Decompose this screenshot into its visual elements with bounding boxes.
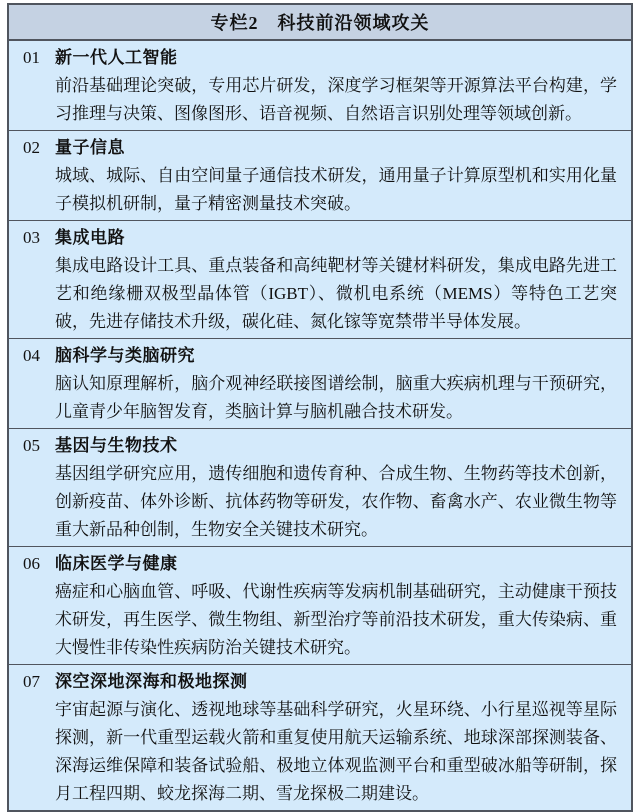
section-row-03 <box>9 221 631 339</box>
section-heading <box>23 342 617 370</box>
panel-header <box>9 5 631 41</box>
section-heading <box>23 44 617 72</box>
section-body: 脑认知原理解析，脑介观神经联接图谱绘制，脑重大疾病机理与干预研究，儿童青少年脑智发育，类脑计算与脑机融合技术研发。 <box>55 374 617 421</box>
section-number: 03 <box>23 228 40 247</box>
section-number: 02 <box>23 138 40 157</box>
section-title: 集成电路 <box>55 228 125 247</box>
section-title: 脑科学与类脑研究 <box>55 346 195 365</box>
section-heading <box>23 432 617 460</box>
section-title: 深空深地深海和极地探测 <box>55 672 248 691</box>
section-row-01 <box>9 41 631 131</box>
section-number: 07 <box>23 672 40 691</box>
section-body: 集成电路设计工具、重点装备和高纯靶材等关键材料研发，集成电路先进工艺和绝缘栅双极型晶体管（IGBT）、微机电系统（MEMS）等特色工艺突破，先进存储技术升级，碳化硅、氮化镓等宽禁带半导体发展。 <box>55 256 617 331</box>
section-body: 基因组学研究应用，遗传细胞和遗传育种、合成生物、生物药等技术创新，创新疫苗、体外诊断、抗体药物等研发，农作物、畜禽水产、农业微生物等重大新品种创制，生物安全关键技术研究。 <box>55 464 617 539</box>
section-number: 01 <box>23 48 40 67</box>
section-heading <box>23 224 617 252</box>
section-title: 量子信息 <box>55 138 125 157</box>
section-body: 城域、城际、自由空间量子通信技术研发，通用量子计算原型机和实用化量子模拟机研制，量子精密测量技术突破。 <box>55 166 617 213</box>
section-row-04 <box>9 339 631 429</box>
section-row-02 <box>9 131 631 221</box>
section-title: 基因与生物技术 <box>55 436 178 455</box>
section-heading <box>23 550 617 578</box>
section-title: 临床医学与健康 <box>55 554 178 573</box>
section-title: 新一代人工智能 <box>55 48 178 67</box>
section-body: 癌症和心脑血管、呼吸、代谢性疾病等发病机制基础研究，主动健康干预技术研发，再生医学、微生物组、新型治疗等前沿技术研发，重大传染病、重大慢性非传染性疾病防治关键技术研究。 <box>55 582 617 657</box>
section-body: 前沿基础理论突破，专用芯片研发，深度学习框架等开源算法平台构建，学习推理与决策、图像图形、语音视频、自然语言识别处理等领域创新。 <box>55 76 617 123</box>
special-column-panel <box>7 3 633 812</box>
section-row-06 <box>9 547 631 665</box>
section-row-05 <box>9 429 631 547</box>
section-row-07 <box>9 665 631 810</box>
section-heading <box>23 134 617 162</box>
panel-title: 专栏2 科技前沿领域攻关 <box>210 13 430 33</box>
section-number: 04 <box>23 346 40 365</box>
section-body: 宇宙起源与演化、透视地球等基础科学研究，火星环绕、小行星巡视等星际探测，新一代重型运载火箭和重复使用航天运输系统、地球深部探测装备、深海运维保障和装备试验船、极地立体观监测平台和重型破冰船等研制，探月工程四期、蛟龙探海二期、雪龙探极二期建设。 <box>55 700 617 803</box>
section-number: 05 <box>23 436 40 455</box>
section-number: 06 <box>23 554 40 573</box>
section-heading <box>23 668 617 696</box>
